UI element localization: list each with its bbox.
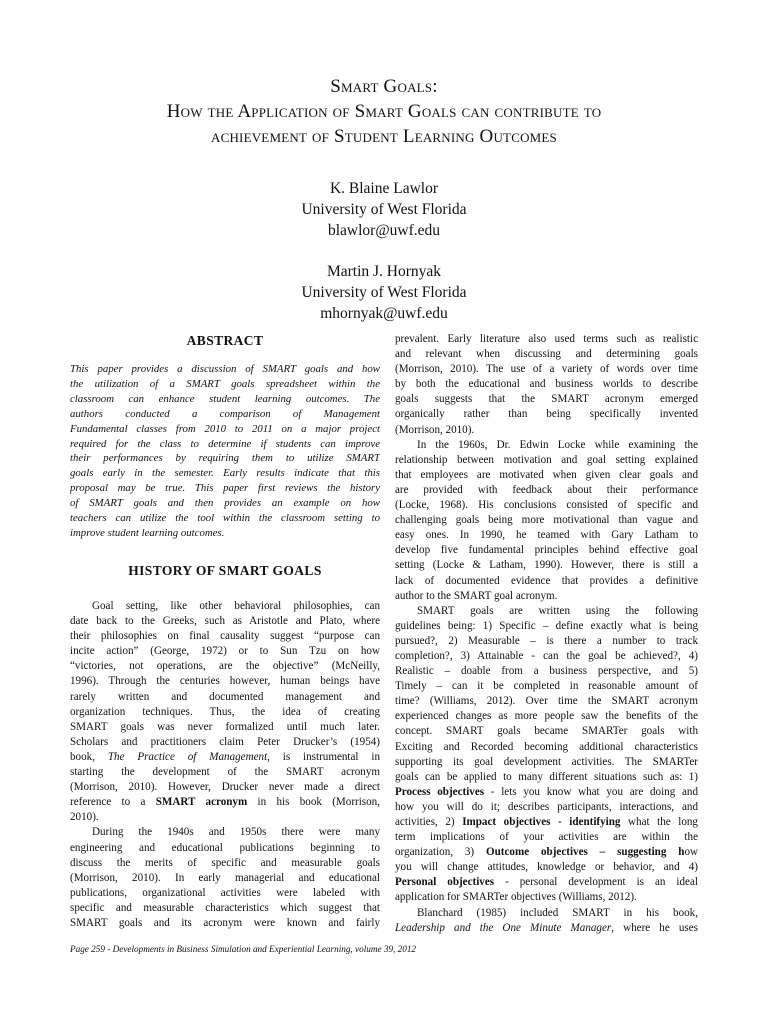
body-line: date back to the Greeks, such as Aristotle and Plato, where bbox=[70, 615, 380, 628]
body-line: (Morrison, 2010). The use of a variety of words over time bbox=[395, 363, 698, 376]
abstract-line: improve student learning outcomes. bbox=[70, 526, 225, 539]
body-line: that employees are motivated when given clear goals and bbox=[395, 468, 698, 481]
body-line: “victories, not operations, are the objective” (McNeilly, bbox=[70, 660, 380, 673]
author-name: Martin J. Hornyak bbox=[326, 263, 442, 280]
body-line: (Morrison, 2010). However, Drucker never made a direct bbox=[70, 781, 380, 794]
text-run: what the long bbox=[620, 816, 698, 828]
body-line: develop five fundamental principles behind effective goal bbox=[395, 544, 698, 557]
text-run: - personal development is an ideal bbox=[494, 876, 698, 889]
body-line: application for SMARTer objectives (Williams, 2012). bbox=[395, 891, 637, 904]
body-line: and relevant when discussing and determining goals bbox=[395, 348, 698, 361]
body-line: goals suggests that the SMART acronym emerged bbox=[395, 393, 698, 406]
body-line: SMART goals and its acronym were known and fairly bbox=[70, 916, 380, 929]
book-title: The Practice of Management bbox=[107, 750, 268, 763]
title-line-3: achievement of Student Learning Outcomes bbox=[211, 126, 557, 147]
body-line: completion?, 3) Attainable - can the goal be achieved?, 4) bbox=[395, 649, 698, 662]
body-line: their philosophies on final causality suggest “purpose can bbox=[70, 630, 380, 643]
text-run: in his book (Morrison, bbox=[247, 796, 380, 809]
abstract-body bbox=[70, 362, 380, 541]
abstract-line: authors conducted a comparison of Management bbox=[70, 407, 380, 420]
text-run: , is instrumental in bbox=[267, 750, 380, 763]
body-line: (Morrison, 2010). In early managerial and educational bbox=[70, 871, 380, 884]
body-line: by both the educational and business worlds to describe bbox=[395, 378, 698, 391]
body-line: organically rather than being specifically invented bbox=[395, 408, 698, 421]
abstract-heading: ABSTRACT bbox=[186, 333, 264, 348]
body-line: experienced changes as more people saw the benefits of the bbox=[395, 710, 698, 723]
body-line: SMART goals are written using the following bbox=[417, 604, 698, 617]
body-line: you will change attitudes, knowledge or behavior, and 4) bbox=[395, 861, 698, 874]
body-line: discuss the merits of specific and measurable goals bbox=[70, 856, 380, 869]
bold-term: SMART acronym bbox=[155, 796, 248, 809]
body-line: term implications of your activities are within the bbox=[395, 831, 698, 844]
text-run: reference to a bbox=[70, 796, 156, 809]
body-line: lack of documented evidence that provides a definitive bbox=[395, 574, 698, 587]
abstract-line: goals early in the semester. Early results indicate that this bbox=[70, 467, 380, 480]
author-affiliation: University of West Florida bbox=[301, 201, 467, 218]
body-line: Timely – can it be completed in reasonable amount of bbox=[395, 680, 698, 693]
body-line: how you will do it; describes participants, interactions, and bbox=[395, 800, 698, 813]
abstract-line: teachers can utilize the tool within the classroom setting to bbox=[70, 512, 380, 525]
body-line bbox=[395, 815, 698, 830]
body-line: are provided with feedback about their performance bbox=[395, 483, 698, 496]
body-line: time? (Williams, 2012). Over time the SMART acronym bbox=[395, 695, 698, 708]
body-line bbox=[395, 875, 698, 890]
abstract-line: required for the class to determine if students can improve bbox=[70, 437, 380, 450]
author-affiliation: University of West Florida bbox=[301, 284, 467, 301]
title-line-1: Smart Goals: bbox=[330, 76, 438, 97]
body-line bbox=[70, 795, 380, 810]
history-heading: HISTORY OF SMART GOALS bbox=[128, 563, 322, 578]
text-run: activities, 2) bbox=[395, 816, 463, 828]
abstract-line: their performances by requiring them to utilize SMART bbox=[70, 452, 380, 465]
body-line: organization techniques. Thus, the idea of creating bbox=[70, 705, 380, 718]
abstract-line: This paper provides a discussion of SMART goals and how bbox=[70, 363, 380, 375]
book-title: Leadership and the One Minute Manager bbox=[395, 921, 612, 934]
body-line: SMART goals was never formalized until much later. bbox=[70, 720, 380, 733]
body-line: Scholars and practitioners claim Peter Drucker’s (1954) bbox=[70, 735, 380, 748]
body-line: Realistic – doable from a business perspective, and 5) bbox=[395, 665, 698, 678]
body-line: Goal setting, like other behavioral philosophies, can bbox=[92, 600, 380, 612]
body-line: supporting its goal development activities. The SMARTer bbox=[395, 755, 698, 768]
body-line: guidelines being: 1) Specific – define exactly what is being bbox=[395, 619, 698, 632]
body-line: goals can be applied to many different situations such as: 1) bbox=[395, 770, 698, 783]
body-line: relationship between motivation and goal setting explained bbox=[395, 453, 698, 466]
body-line: (Morrison, 2010). bbox=[395, 423, 475, 436]
author-email: mhornyak@uwf.edu bbox=[320, 305, 448, 322]
body-line: challenging goals being more motivational than vague and bbox=[395, 514, 698, 527]
text-run: book, bbox=[70, 750, 108, 763]
body-line: rarely written and documented management and bbox=[70, 690, 380, 703]
abstract-line: the utilization of a SMART goals spreadsheet within the bbox=[70, 377, 380, 390]
body-line: publications, organizational activities were labeled with bbox=[70, 886, 380, 899]
body-line bbox=[395, 845, 698, 860]
author-block-2 bbox=[60, 261, 708, 324]
text-run: organization, 3) bbox=[395, 846, 486, 859]
body-line: incite action” (George, 1972) or to Sun Tzu on how bbox=[70, 645, 380, 658]
abstract-line: classroom can enhance student learning outcomes. The bbox=[70, 392, 380, 405]
body-line: setting (Locke & Latham, 1990). However, there is still a bbox=[395, 559, 698, 572]
author-name: K. Blaine Lawlor bbox=[329, 180, 439, 197]
body-line: pursued?, 2) Measurable – is there a number to track bbox=[395, 634, 698, 647]
body-line: In the 1960s, Dr. Edwin Locke while examining the bbox=[417, 438, 698, 451]
bold-term: Outcome objectives – suggesting h bbox=[486, 846, 685, 859]
abstract-line: Fundamental classes from 2010 to 2011 on a major project bbox=[70, 422, 380, 435]
bold-term: Process objectives bbox=[395, 785, 485, 798]
page-footer: Page 259 - Developments in Business Simulation and Experiential Learning, volume 39, 2012 bbox=[70, 944, 417, 954]
body-line bbox=[395, 921, 698, 936]
body-line: engineering and educational publications beginning to bbox=[70, 841, 380, 854]
body-line bbox=[70, 750, 380, 765]
author-email: blawlor@uwf.edu bbox=[328, 222, 440, 239]
body-line: concept. SMART goals became SMARTer goals with bbox=[395, 725, 698, 738]
bold-term: Impact objectives - identifying bbox=[462, 816, 621, 828]
abstract-line: proposal may be true. This paper first reviews the history bbox=[70, 482, 380, 495]
body-line: author to the SMART goal acronym. bbox=[395, 589, 558, 602]
body-line: easy ones. In 1990, he teamed with Gary Latham to bbox=[395, 529, 698, 542]
title-line-2: How the Application of Smart Goals can contribute to bbox=[166, 101, 602, 122]
body-line: 2010). bbox=[70, 811, 99, 824]
author-block-1 bbox=[60, 178, 708, 241]
text-run: - lets you know what you are doing and bbox=[484, 785, 698, 798]
body-line bbox=[395, 785, 698, 800]
body-line: starting the development of the SMART acronym bbox=[70, 766, 380, 779]
body-line: During the 1940s and 1950s there were many bbox=[92, 826, 380, 839]
bold-term: Personal objectives bbox=[395, 876, 495, 889]
text-run: , where he uses bbox=[611, 921, 698, 934]
body-line: specific and measurable characteristics which suggest that bbox=[70, 901, 380, 914]
abstract-line: of SMART goals and then provides an example on how bbox=[70, 497, 380, 510]
body-line: Exciting and Recorded becoming additional characteristics bbox=[395, 740, 698, 753]
text-run: ow bbox=[684, 846, 698, 859]
body-line: 1996). Through the centuries however, human beings have bbox=[70, 675, 380, 688]
paper-title bbox=[60, 74, 708, 149]
body-line: (Locke, 1968). His conclusions consisted of specific and bbox=[395, 499, 698, 512]
body-line: prevalent. Early literature also used terms such as realistic bbox=[395, 333, 698, 345]
history-body bbox=[70, 599, 380, 931]
body-line: Blanchard (1985) included SMART in his book, bbox=[417, 906, 698, 919]
right-column-body bbox=[395, 332, 698, 936]
